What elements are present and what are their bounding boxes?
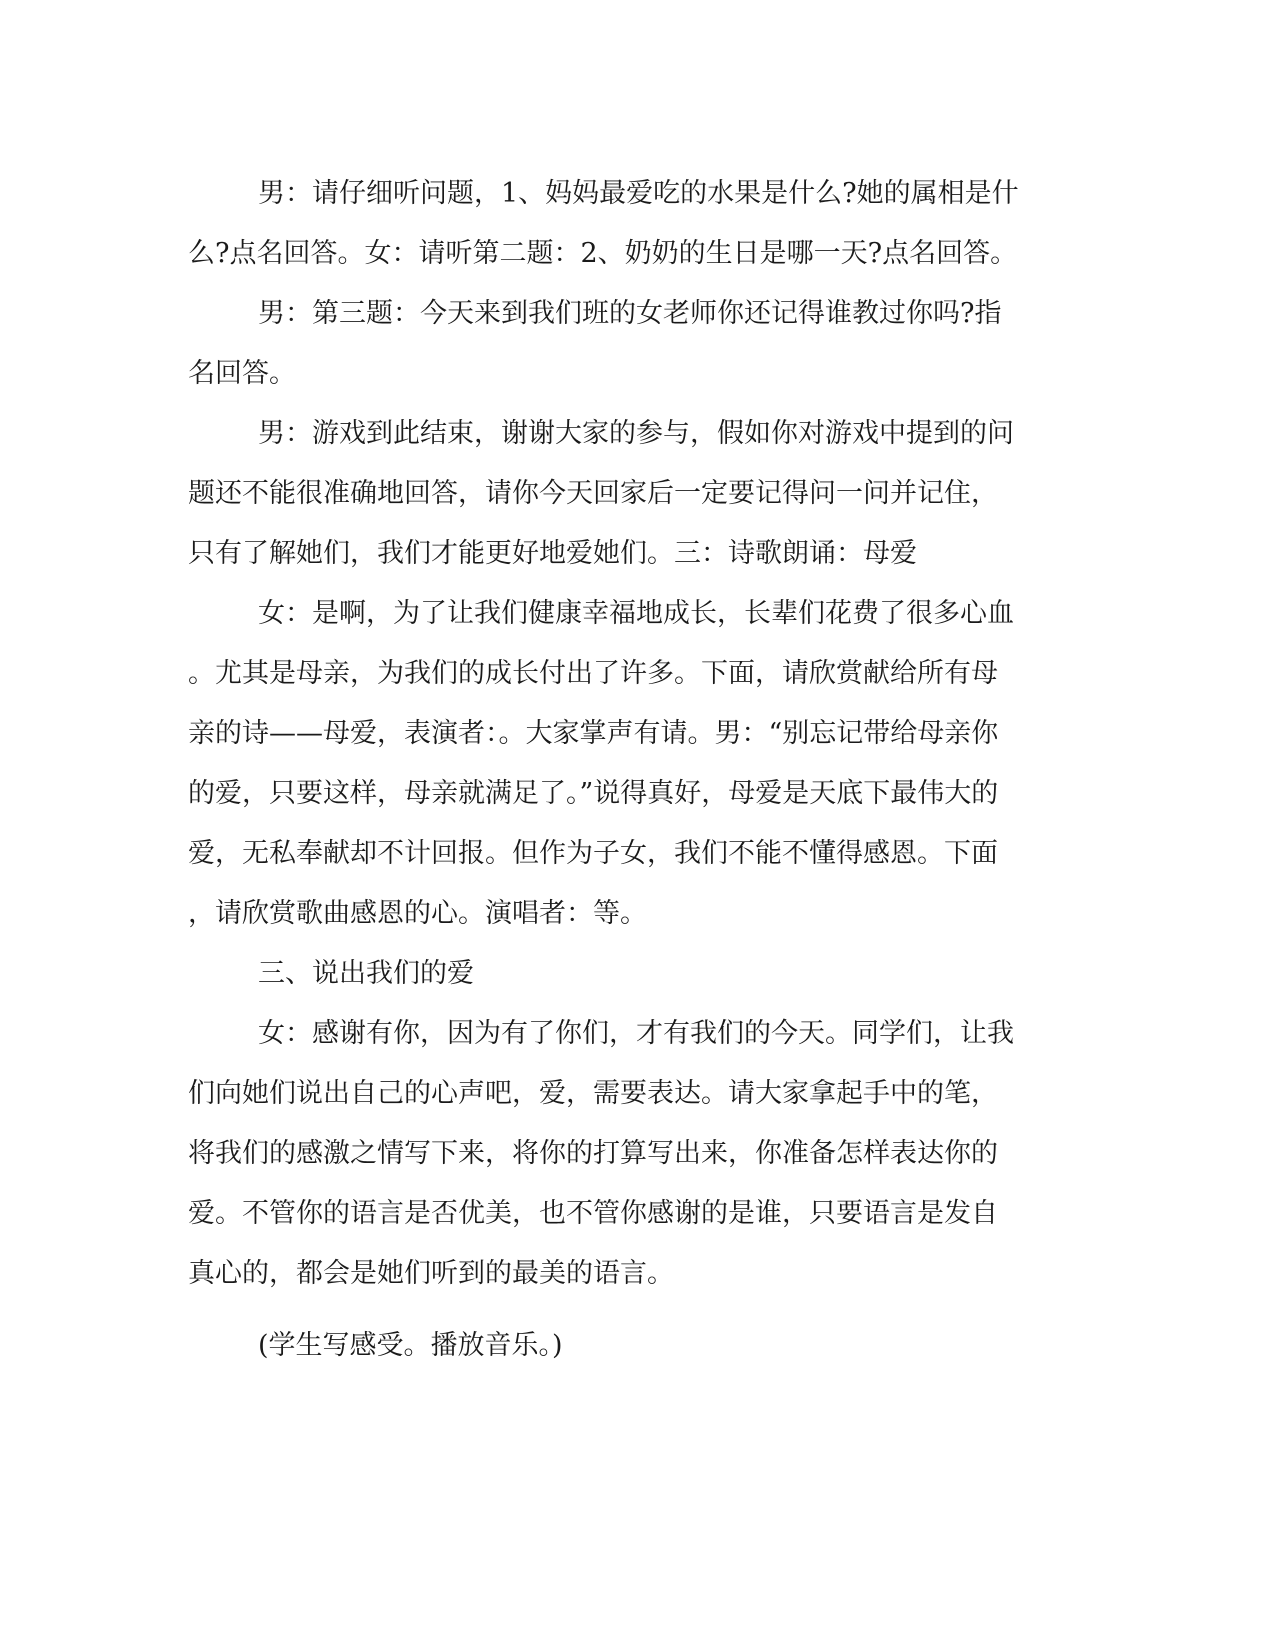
- paragraph-spacer: [188, 1304, 1088, 1316]
- text-line: 名回答。: [188, 358, 296, 389]
- text-line: 题还不能很准确地回答，请你今天回家后一定要记得问一问并记住，: [188, 478, 998, 509]
- document-page: [188, 164, 1088, 1376]
- text-line: 女：感谢有你，因为有了你们，才有我们的今天。同学们，让我: [258, 1018, 1014, 1049]
- text-line: 爱。不管你的语言是否优美，也不管你感谢的是谁，只要语言是发自: [188, 1198, 998, 1229]
- paragraph-game-end: [188, 404, 1088, 584]
- text-line: 们向她们说出自己的心声吧，爱，需要表达。请大家拿起手中的笔，: [188, 1078, 998, 1109]
- text-line: 男：游戏到此结束，谢谢大家的参与，假如你对游戏中提到的问: [258, 418, 1014, 449]
- section-heading-speak-our-love: [188, 944, 1088, 1004]
- text-line: 真心的，都会是她们听到的最美的语言。: [188, 1258, 674, 1289]
- text-line: 只有了解她们，我们才能更好地爱她们。三：诗歌朗诵：母爱: [188, 538, 917, 569]
- paragraph-express-gratitude: [188, 1004, 1088, 1304]
- text-line: 将我们的感激之情写下来，将你的打算写出来，你准备怎样表达你的: [188, 1138, 998, 1169]
- text-line: 女：是啊，为了让我们健康幸福地成长，长辈们花费了很多心血: [258, 598, 1014, 629]
- text-line: 男：请仔细听问题，1、妈妈最爱吃的水果是什么?她的属相是什: [258, 178, 1019, 209]
- text-line: 。尤其是母亲，为我们的成长付出了许多。下面，请欣赏献给所有母: [188, 658, 998, 689]
- paragraph-quiz-q1-q2: [188, 164, 1088, 284]
- text-line: 亲的诗——母爱，表演者：。大家掌声有请。男：“别忘记带给母亲你: [188, 718, 999, 749]
- paragraph-quiz-q3: [188, 284, 1088, 404]
- paragraph-stage-direction: [188, 1316, 1088, 1376]
- paragraph-poem-mother-love: [188, 584, 1088, 944]
- text-line: 么?点名回答。女：请听第二题：2、奶奶的生日是哪一天?点名回答。: [188, 238, 1018, 269]
- text-line: ，请欣赏歌曲感恩的心。演唱者：等。: [188, 898, 647, 929]
- text-line: 男：第三题：今天来到我们班的女老师你还记得谁教过你吗?指: [258, 298, 1002, 329]
- stage-direction: (学生写感受。播放音乐。): [258, 1330, 563, 1361]
- text-line: 的爱，只要这样，母亲就满足了。”说得真好，母爱是天底下最伟大的: [188, 778, 999, 809]
- section-heading: 三、说出我们的爱: [258, 958, 474, 989]
- text-line: 爱，无私奉献却不计回报。但作为子女，我们不能不懂得感恩。下面: [188, 838, 998, 869]
